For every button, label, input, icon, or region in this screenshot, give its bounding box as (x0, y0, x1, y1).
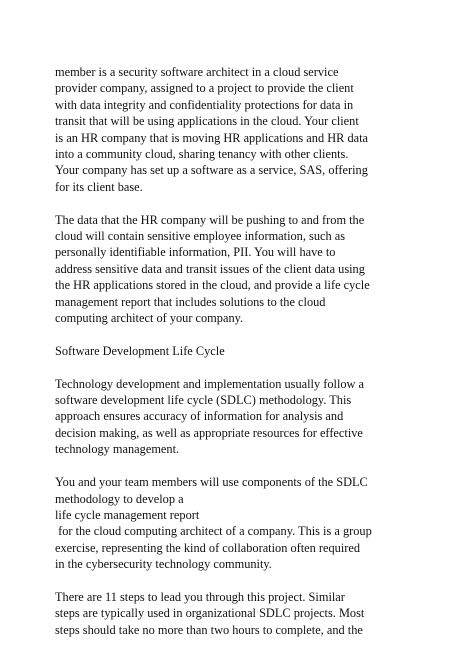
text-line: Software Development Life Cycle (55, 343, 225, 358)
text-line: for the cloud computing architect of a company. This is a group (55, 524, 372, 539)
text-line: into a community cloud, sharing tenancy with other clients. (55, 147, 349, 162)
text-line: for its client base. (55, 179, 143, 194)
paragraph-project-steps (55, 589, 400, 638)
text-line: transit that will be using applications in the cloud. Your client (55, 114, 359, 129)
document-page (55, 64, 400, 655)
text-line: methodology to develop a (55, 491, 184, 506)
section-heading-sdlc (55, 343, 400, 359)
text-line: steps should take no more than two hours to complete, and the (55, 622, 363, 637)
text-line: exercise, representing the kind of collaboration often required (55, 540, 361, 555)
text-line: You and your team members will use components of the SDLC (55, 475, 368, 490)
text-line: the HR applications stored in the cloud, and provide a life cycle (55, 278, 370, 293)
text-line: cloud will contain sensitive employee information, such as (55, 229, 346, 244)
paragraph-project-context (55, 64, 400, 195)
text-line: steps are typically used in organizational SDLC projects. Most (55, 606, 365, 621)
text-line: management report that includes solutions to the cloud (55, 294, 326, 309)
text-line: provider company, assigned to a project to provide the client (55, 81, 354, 96)
text-line: There are 11 steps to lead you through this project. Similar (55, 589, 345, 604)
text-line: in the cybersecurity technology community. (55, 557, 272, 572)
text-line: life cycle management report (55, 507, 200, 522)
text-line: address sensitive data and transit issues of the client data using (55, 261, 365, 276)
text-line: personally identifiable information, PII. You will have to (55, 245, 336, 260)
text-line: member is a security software architect in a cloud service (55, 65, 339, 79)
text-line: approach ensures accuracy of information for analysis and (55, 409, 344, 424)
text-line: Your company has set up a software as a service, SAS, offering (55, 163, 368, 178)
text-line: with data integrity and confidentiality protections for data in (55, 97, 354, 112)
text-line: technology management. (55, 442, 180, 457)
text-line: software development life cycle (SDLC) methodology. This (55, 393, 352, 408)
text-line: computing architect of your company. (55, 311, 244, 326)
paragraph-sdlc-methodology (55, 376, 400, 458)
text-line: The data that the HR company will be pushing to and from the (55, 212, 365, 227)
paragraph-sensitive-data (55, 212, 400, 327)
paragraph-team-report (55, 474, 400, 572)
text-line: Technology development and implementation usually follow a (55, 376, 365, 391)
text-line: is an HR company that is moving HR applications and HR data (55, 130, 369, 145)
text-line: decision making, as well as appropriate resources for effective (55, 425, 363, 440)
